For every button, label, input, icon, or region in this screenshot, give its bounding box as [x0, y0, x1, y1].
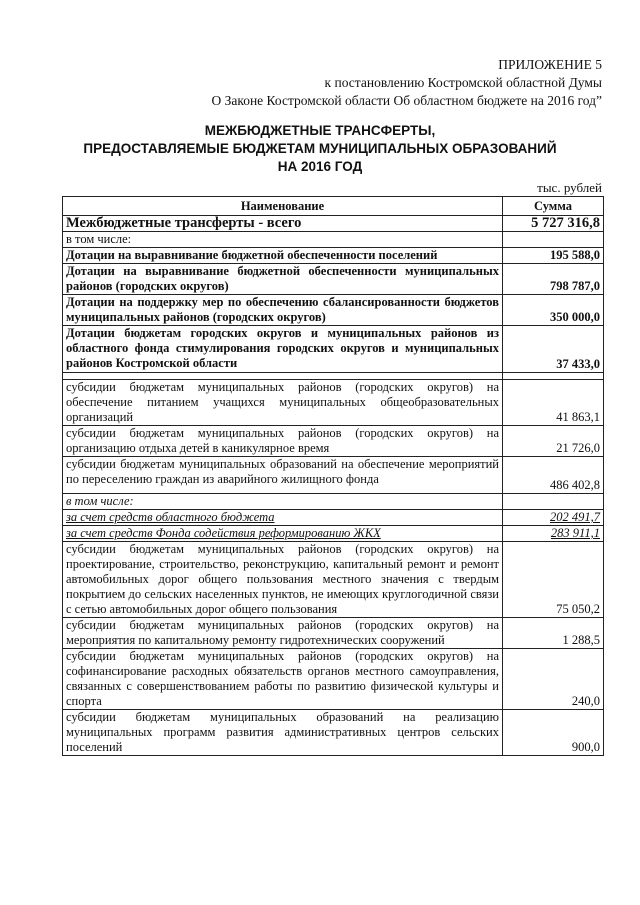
row-sum: 21 726,0: [503, 426, 604, 457]
column-header-sum: Сумма: [503, 197, 604, 216]
table-row: [63, 510, 604, 526]
row-name: за счет средств областного бюджета: [63, 510, 503, 526]
table-row: [63, 326, 604, 373]
row-sum: 350 000,0: [503, 295, 604, 326]
row-name: субсидии бюджетам муниципальных районов (городских округов) на организацию отдыха детей в каникулярное время: [63, 426, 503, 457]
table-row: [63, 264, 604, 295]
appendix-number: ПРИЛОЖЕНИЕ 5: [498, 57, 602, 72]
row-name: в том числе:: [63, 232, 503, 248]
row-name: Межбюджетные трансферты - всего: [63, 216, 503, 232]
row-sum: 900,0: [503, 710, 604, 756]
row-sum: 1 288,5: [503, 618, 604, 649]
table-row: [63, 248, 604, 264]
table-spacer-row: [63, 373, 604, 380]
table-header-row: [63, 197, 604, 216]
row-name: субсидии бюджетам муниципальных районов (городских округов) на проектирование, строительство, реконструкцию, капитальный ремонт и ремонт автомобильных дорог общего пользования местного значения с твердым покрытием до сельских населенных пунктов, не имеющих круглогодичной связи с сетью автомобильных дорог общего пользования: [63, 542, 503, 618]
row-sum: 75 050,2: [503, 542, 604, 618]
table-row: [63, 649, 604, 710]
row-sum: 202 491,7: [503, 510, 604, 526]
table-row: [63, 526, 604, 542]
table-row: [63, 380, 604, 426]
row-name: в том числе:: [63, 494, 503, 510]
row-name: Дотации на выравнивание бюджетной обеспеченности муниципальных районов (городских округов): [63, 264, 503, 295]
row-name: Дотации на поддержку мер по обеспечению сбалансированности бюджетов муниципальных районов (городских округов): [63, 295, 503, 326]
units-label: тыс. рублей: [537, 180, 602, 195]
row-sum: 37 433,0: [503, 326, 604, 373]
row-name: за счет средств Фонда содействия реформированию ЖКХ: [63, 526, 503, 542]
row-sum: 486 402,8: [503, 457, 604, 494]
table-row: [63, 232, 604, 248]
row-sum: [503, 494, 604, 510]
row-sum: [503, 232, 604, 248]
column-header-name: Наименование: [63, 197, 503, 216]
row-sum: 195 588,0: [503, 248, 604, 264]
table-row: [63, 426, 604, 457]
row-name: субсидии бюджетам муниципальных районов (городских округов) на обеспечение питанием учащихся муниципальных общеобразовательных организаций: [63, 380, 503, 426]
row-name: Дотации на выравнивание бюджетной обеспеченности поселений: [63, 248, 503, 264]
row-sum: 41 863,1: [503, 380, 604, 426]
row-sum: 798 787,0: [503, 264, 604, 295]
table-row: [63, 542, 604, 618]
appendix-law: О Законе Костромской области Об областном бюджете на 2016 год”: [211, 93, 602, 108]
row-name: субсидии бюджетам муниципальных образований на обеспечение мероприятий по переселению граждан из аварийного жилищного фонда: [63, 457, 503, 494]
appendix-resolution: к постановлению Костромской областной Думы: [324, 75, 602, 90]
document-title-line2: ПРЕДОСТАВЛЯЕМЫЕ БЮДЖЕТАМ МУНИЦИПАЛЬНЫХ ОБРАЗОВАНИЙ: [83, 141, 557, 156]
document-title-line3: НА 2016 ГОД: [277, 159, 363, 174]
table-row: [63, 710, 604, 756]
table-row: [63, 618, 604, 649]
table-row: [63, 457, 604, 494]
row-sum: 283 911,1: [503, 526, 604, 542]
row-sum: 5 727 316,8: [503, 216, 604, 232]
table-row-total: [63, 216, 604, 232]
row-sum: 240,0: [503, 649, 604, 710]
row-name: субсидии бюджетам муниципальных районов (городских округов) на софинансирование расходных обязательств органов местного самоуправления, связанных с совершенствованием работы по развитию физической культуры и спорта: [63, 649, 503, 710]
document-title-line1: МЕЖБЮДЖЕТНЫЕ ТРАНСФЕРТЫ,: [204, 123, 436, 138]
row-name: Дотации бюджетам городских округов и муниципальных районов из областного фонда стимулирования городских округов и муниципальных районов Костромской области: [63, 326, 503, 373]
row-name: субсидии бюджетам муниципальных образований на реализацию муниципальных программ развития административных центров сельских поселений: [63, 710, 503, 756]
transfers-table: [62, 196, 604, 756]
row-name: субсидии бюджетам муниципальных районов (городских округов) на мероприятия по капитальному ремонту гидротехнических сооружений: [63, 618, 503, 649]
table-row: [63, 295, 604, 326]
table-row: [63, 494, 604, 510]
